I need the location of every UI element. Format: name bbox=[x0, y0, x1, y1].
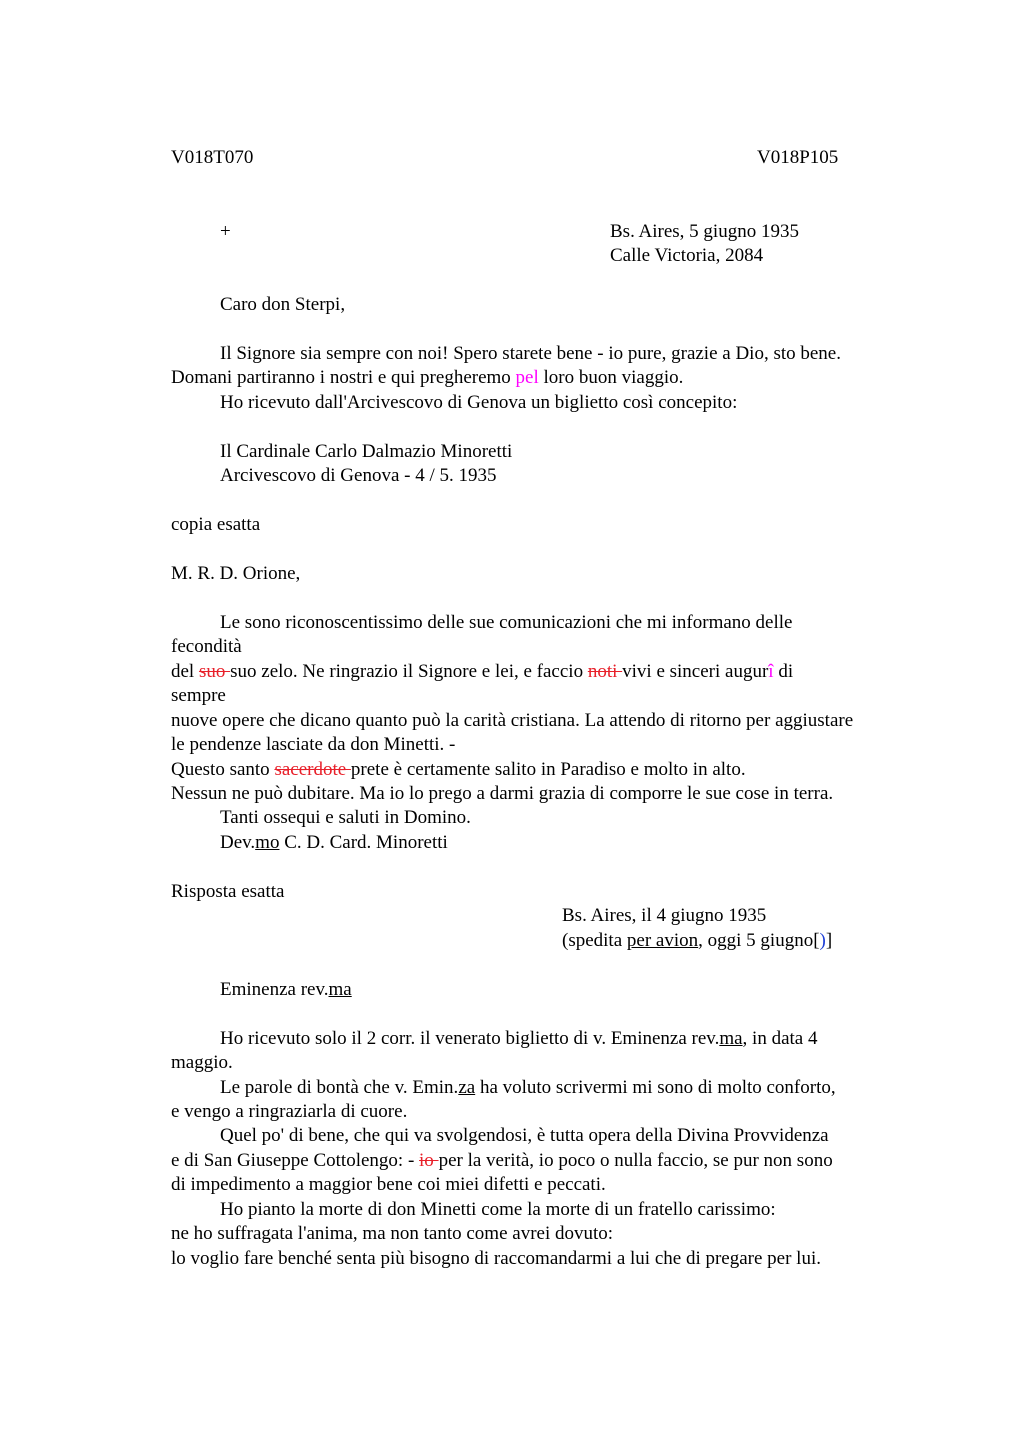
deleted-word: noti bbox=[587, 661, 623, 682]
inserted-char: î bbox=[768, 661, 774, 682]
address: Calle Victoria, 2084 bbox=[610, 245, 764, 266]
doc-id: V018T070 bbox=[171, 147, 254, 168]
page-id: V018P105 bbox=[757, 147, 839, 168]
reply-line-10: lo voglio fare benché senta più bisogno di raccomandarmi a lui che di pregare per lui. bbox=[171, 1248, 821, 1269]
copy-line-4: sempre bbox=[171, 685, 226, 706]
copy-salutation: M. R. D. Orione, bbox=[171, 563, 301, 584]
reply-line-5: Quel po' di bene, che qui va svolgendosi, è tutta opera della Divina Provvidenza bbox=[220, 1125, 829, 1146]
copy-line-7: Questo santo sacerdote prete è certamente salito in Paradiso e molto in alto. bbox=[171, 759, 746, 780]
copy-line-2: fecondità bbox=[171, 636, 242, 657]
body-line-2: Domani partiranno i nostri e qui pregheremo pel loro buon viaggio. bbox=[171, 367, 684, 388]
copy-line-5: nuove opere che dicano quanto può la carità cristiana. La attendo di ritorno per aggiustare bbox=[171, 710, 854, 731]
deleted-word: suo bbox=[198, 661, 231, 682]
body-line-3: Ho ricevuto dall'Arcivescovo di Genova un biglietto così concepito: bbox=[220, 392, 738, 413]
reply-line-9: ne ho suffragata l'anima, ma non tanto come avrei dovuto: bbox=[171, 1223, 614, 1244]
copy-line-1: Le sono riconoscentissimo delle sue comunicazioni che mi informano delle bbox=[220, 612, 793, 633]
inserted-word: pel bbox=[515, 367, 539, 388]
body-line-1: Il Signore sia sempre con noi! Spero starete bene - io pure, grazie a Dio, sto bene. bbox=[220, 343, 841, 364]
copy-line-6: le pendenze lasciate da don Minetti. - bbox=[171, 734, 456, 755]
reply-line-7: di impedimento a maggior bene coi miei difetti e peccati. bbox=[171, 1174, 606, 1195]
cross-mark: + bbox=[220, 221, 231, 242]
reply-line-6: e di San Giuseppe Cottolengo: - io per la verità, io poco o nulla faccio, se pur non sono bbox=[171, 1150, 833, 1171]
copy-label: copia esatta bbox=[171, 514, 261, 535]
reply-line-3: Le parole di bontà che v. Emin.za ha voluto scrivermi mi sono di molto conforto, bbox=[220, 1077, 836, 1098]
reply-label: Risposta esatta bbox=[171, 881, 285, 902]
place-date: Bs. Aires, 5 giugno 1935 bbox=[610, 221, 799, 242]
cardinal-title-date: Arcivescovo di Genova - 4 / 5. 1935 bbox=[220, 465, 497, 486]
copy-signature: Dev.mo C. D. Card. Minoretti bbox=[220, 832, 448, 853]
copy-line-3: del suo suo zelo. Ne ringrazio il Signore e lei, e faccio noti vivi e sinceri augurî di bbox=[171, 661, 794, 682]
reply-salutation: Eminenza rev.ma bbox=[220, 979, 352, 1000]
reply-line-2: maggio. bbox=[171, 1052, 233, 1073]
reply-line-4: e vengo a ringraziarla di cuore. bbox=[171, 1101, 408, 1122]
copy-line-8: Nessun ne può dubitare. Ma io lo prego a darmi grazia di comporre le sue cose in terra. bbox=[171, 783, 834, 804]
cardinal-name: Il Cardinale Carlo Dalmazio Minoretti bbox=[220, 441, 513, 462]
reply-place-date: Bs. Aires, il 4 giugno 1935 bbox=[562, 905, 767, 926]
copy-line-9: Tanti ossequi e saluti in Domino. bbox=[220, 807, 471, 828]
salutation: Caro don Sterpi, bbox=[220, 294, 346, 315]
editorial-paren: ) bbox=[819, 930, 826, 951]
reply-line-8: Ho pianto la morte di don Minetti come la morte di un fratello carissimo: bbox=[220, 1199, 776, 1220]
reply-line-1: Ho ricevuto solo il 2 corr. il venerato biglietto di v. Eminenza rev.ma, in data 4 bbox=[220, 1028, 818, 1049]
deleted-word: sacerdote bbox=[274, 759, 351, 780]
deleted-word: io bbox=[419, 1150, 439, 1171]
reply-sent-note: (spedita per avion, oggi 5 giugno[)] bbox=[562, 930, 833, 951]
